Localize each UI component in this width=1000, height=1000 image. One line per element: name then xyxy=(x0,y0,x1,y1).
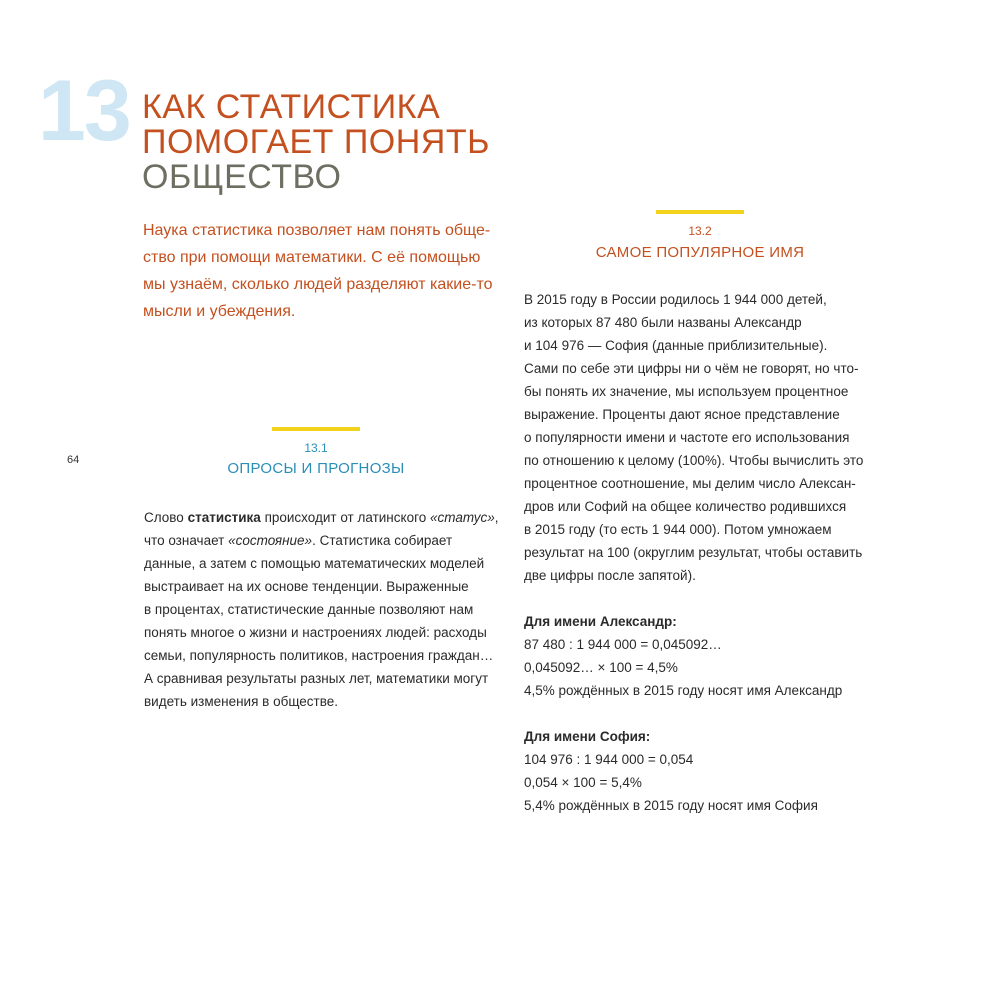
body-line: и 104 976 — София (данные приблизительные). xyxy=(524,338,828,353)
bold-term: статистика xyxy=(187,510,261,525)
calc-line: 4,5% рождённых в 2015 году носят имя Александр xyxy=(524,683,843,698)
body-line: выражение. Проценты дают ясное представление xyxy=(524,407,840,422)
calc-heading-alexander: Для имени Александр: xyxy=(524,614,677,629)
section1-body xyxy=(144,506,499,713)
text: , xyxy=(494,510,499,525)
text: Слово xyxy=(144,510,188,525)
body-line xyxy=(144,506,499,529)
calc-heading-sofia: Для имени София: xyxy=(524,729,651,744)
section-divider-bar xyxy=(656,210,744,214)
body-line: семьи, популярность политиков, настроения граждан… xyxy=(144,648,494,663)
body-line: процентное соотношение, мы делим число Алексан- xyxy=(524,476,856,491)
calc-line: 5,4% рождённых в 2015 году носят имя София xyxy=(524,798,818,813)
body-line: В 2015 году в России родилось 1 944 000 детей, xyxy=(524,292,827,307)
section2-body xyxy=(524,288,863,817)
body-line: дров или Софий на общее количество родившихся xyxy=(524,499,847,514)
lead-line: Наука статистика позволяет нам понять обще- xyxy=(143,222,491,239)
section-number: 13.1 xyxy=(304,441,328,455)
body-line: видеть изменения в обществе. xyxy=(144,694,338,709)
lead-line: мы узнаём, сколько людей разделяют какие-то xyxy=(143,276,493,293)
body-line: из которых 87 480 были названы Александр xyxy=(524,315,802,330)
italic-term: «статус» xyxy=(429,510,495,525)
body-line: о популярности имени и частоте его использования xyxy=(524,430,850,445)
page-number: 64 xyxy=(67,454,80,466)
text: что означает xyxy=(144,533,229,548)
body-line: результат на 100 (округлим результат, чтобы оставить xyxy=(524,545,863,560)
spacer xyxy=(524,702,863,725)
body-line: в процентах, статистические данные позволяют нам xyxy=(144,602,474,617)
calc-line: 104 976 : 1 944 000 = 0,054 xyxy=(524,752,694,767)
section-divider-bar xyxy=(272,427,360,431)
chapter-lead xyxy=(143,217,503,325)
body-line: в 2015 году (то есть 1 944 000). Потом умножаем xyxy=(524,522,832,537)
body-line: по отношению к целому (100%). Чтобы вычислить это xyxy=(524,453,864,468)
calc-line: 87 480 : 1 944 000 = 0,045092… xyxy=(524,637,722,652)
section-title: САМОЕ ПОПУЛЯРНОЕ ИМЯ xyxy=(595,244,805,261)
body-line: две цифры после запятой). xyxy=(524,568,696,583)
body-line: бы понять их значение, мы используем процентное xyxy=(524,384,849,399)
section-title: ОПРОСЫ И ПРОГНОЗЫ xyxy=(227,460,405,477)
body-line xyxy=(144,529,499,552)
spacer xyxy=(524,587,863,610)
chapter-title-line: КАК СТАТИСТИКА xyxy=(142,88,441,126)
body-line: понять многое о жизни и настроениях людей: расходы xyxy=(144,625,487,640)
section-number: 13.2 xyxy=(688,224,712,238)
chapter-number: 13 xyxy=(38,63,130,159)
chapter-title-line: ОБЩЕСТВО xyxy=(142,158,342,196)
chapter-title-line: ПОМОГАЕТ ПОНЯТЬ xyxy=(142,123,490,161)
calc-line: 0,045092… × 100 = 4,5% xyxy=(524,660,678,675)
body-line: А сравнивая результаты разных лет, математики могут xyxy=(144,671,489,686)
italic-term: «состояние» xyxy=(228,533,313,548)
lead-line: ство при помощи математики. С её помощью xyxy=(143,249,481,266)
body-line: данные, а затем с помощью математических моделей xyxy=(144,556,485,571)
lead-line: мысли и убеждения. xyxy=(143,303,296,320)
calc-line: 0,054 × 100 = 5,4% xyxy=(524,775,642,790)
body-line: выстраивает на их основе тенденции. Выраженные xyxy=(144,579,469,594)
text: происходит от латинского xyxy=(260,510,430,525)
text: . Статистика собирает xyxy=(312,533,453,548)
body-line: Сами по себе эти цифры ни о чём не говорят, но что- xyxy=(524,361,859,376)
